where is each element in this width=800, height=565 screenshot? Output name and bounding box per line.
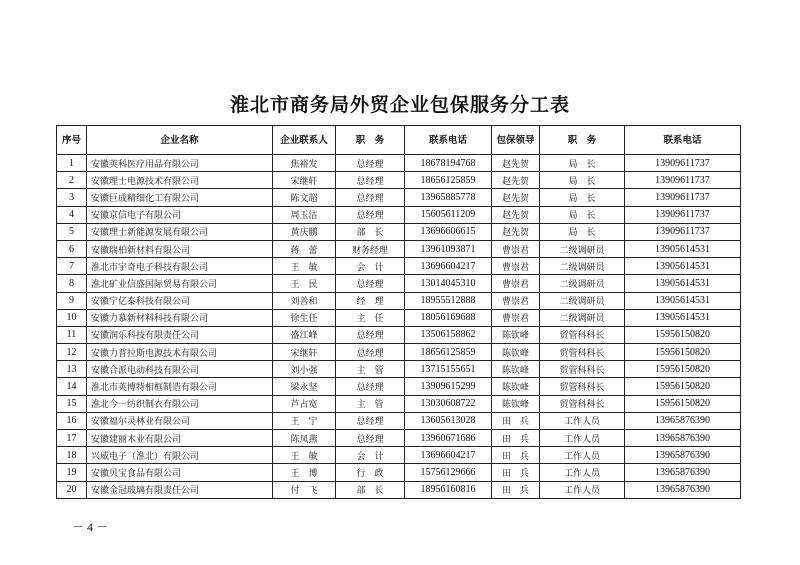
cell-company: 安徽瑞柏新材料有限公司 [87,240,273,257]
header-leader: 包保领导 [492,126,540,155]
cell-contact-title: 总经理 [336,172,405,189]
table-row [57,258,741,275]
cell-contact-phone: 13909615299 [405,378,492,395]
table-row [57,430,741,447]
cell-contact-phone: 13715155651 [405,361,492,378]
cell-contact-phone: 18956160816 [405,481,492,498]
cell-company: 安徽建丽木业有限公司 [87,430,273,447]
cell-contact: 陈凤燕 [273,430,336,447]
table-row [57,326,741,343]
cell-index: 15 [57,395,87,412]
cell-company: 淮北今一纺织制衣有限公司 [87,395,273,412]
cell-index: 18 [57,447,87,464]
cell-leader: 田 兵 [492,412,540,429]
cell-leader-phone: 13905614531 [625,292,741,309]
cell-leader-phone: 13965876390 [625,464,741,481]
cell-index: 19 [57,464,87,481]
cell-leader: 田 兵 [492,464,540,481]
table-row [57,395,741,412]
cell-company: 安徽润乐科技有限责任公司 [87,326,273,343]
cell-contact-title: 部 长 [336,481,405,498]
cell-contact: 黄庆鹏 [273,223,336,240]
cell-contact: 盛江峰 [273,326,336,343]
cell-leader-phone: 15956150820 [625,326,741,343]
cell-contact-phone: 13961093871 [405,240,492,257]
cell-leader-phone: 13905614531 [625,240,741,257]
cell-index: 4 [57,206,87,223]
cell-leader: 陈钦峰 [492,361,540,378]
cell-index: 17 [57,430,87,447]
cell-leader-phone: 13909611737 [625,189,741,206]
cell-contact-phone: 15756129666 [405,464,492,481]
cell-contact: 宋继轩 [273,172,336,189]
cell-leader-phone: 13905614531 [625,275,741,292]
cell-leader: 陈钦峰 [492,395,540,412]
cell-contact-phone: 18678194768 [405,155,492,172]
cell-contact: 刘善和 [273,292,336,309]
cell-contact-title: 主 任 [336,309,405,326]
cell-leader-phone: 13965876390 [625,447,741,464]
cell-index: 3 [57,189,87,206]
cell-leader: 曹崇君 [492,292,540,309]
cell-company: 安徽宁亿泰科技有限公司 [87,292,273,309]
cell-index: 20 [57,481,87,498]
cell-leader-title: 工作人员 [540,412,625,429]
cell-contact: 付 飞 [273,481,336,498]
cell-leader-title: 局 长 [540,172,625,189]
cell-leader-title: 局 长 [540,206,625,223]
table-row [57,189,741,206]
table-row [57,292,741,309]
cell-contact-title: 总经理 [336,412,405,429]
cell-contact-title: 财务经理 [336,240,405,257]
cell-company: 安徽福尔灵林业有限公司 [87,412,273,429]
header-index: 序号 [57,126,87,155]
cell-contact-title: 会 计 [336,258,405,275]
table-row [57,206,741,223]
cell-leader-title: 局 长 [540,223,625,240]
cell-leader-phone: 13909611737 [625,155,741,172]
table-body [57,155,741,499]
cell-leader-title: 二级调研员 [540,309,625,326]
cell-company: 兴威电子（淮北）有限公司 [87,447,273,464]
cell-contact-phone: 18656125859 [405,344,492,361]
cell-contact-title: 主 管 [336,395,405,412]
cell-contact: 陈文超 [273,189,336,206]
cell-company: 安徽贝宝食品有限公司 [87,464,273,481]
cell-leader: 赵先贺 [492,172,540,189]
cell-contact-title: 总经理 [336,155,405,172]
document-title: 淮北市商务局外贸企业包保服务分工表 [229,94,570,116]
cell-leader-title: 二级调研员 [540,258,625,275]
cell-leader: 赵先贺 [492,223,540,240]
cell-company: 淮北市英博特相框制造有限公司 [87,378,273,395]
cell-contact: 焦裕发 [273,155,336,172]
header-leader-title: 职 务 [540,126,625,155]
cell-leader-title: 局 长 [540,189,625,206]
cell-contact-phone: 13014045310 [405,275,492,292]
header-contact-phone: 联系电话 [405,126,492,155]
cell-index: 13 [57,361,87,378]
cell-contact-title: 总经理 [336,326,405,343]
table-row [57,223,741,240]
cell-contact-title: 总经理 [336,275,405,292]
cell-contact-phone: 13030608722 [405,395,492,412]
cell-company: 淮北市宇奇电子科技有限公司 [87,258,273,275]
assignment-table [56,125,741,499]
cell-company: 安徽力普拉斯电源技术有限公司 [87,344,273,361]
cell-index: 10 [57,309,87,326]
cell-leader-phone: 13909611737 [625,172,741,189]
cell-leader-phone: 13909611737 [625,206,741,223]
cell-contact-phone: 18656125859 [405,172,492,189]
cell-leader-title: 贸管科科长 [540,361,625,378]
cell-leader-title: 贸管科科长 [540,326,625,343]
table-header-row [57,126,741,155]
header-company: 企业名称 [87,126,273,155]
cell-leader-phone: 15956150820 [625,344,741,361]
cell-contact: 宋继轩 [273,344,336,361]
cell-contact-title: 经 理 [336,292,405,309]
table-row [57,309,741,326]
cell-leader-phone: 13909611737 [625,223,741,240]
cell-index: 6 [57,240,87,257]
cell-company: 淮北矿业信盛国际贸易有限公司 [87,275,273,292]
table-row [57,481,741,498]
cell-contact: 王 民 [273,275,336,292]
cell-contact-title: 总经理 [336,189,405,206]
cell-company: 安徽巨成精细化工有限公司 [87,189,273,206]
cell-company: 安徽力慕新材料科技有限公司 [87,309,273,326]
cell-leader-phone: 15956150820 [625,395,741,412]
cell-leader-title: 贸管科科长 [540,395,625,412]
cell-leader-phone: 13965876390 [625,430,741,447]
cell-index: 7 [57,258,87,275]
cell-leader: 陈钦峰 [492,378,540,395]
cell-contact-phone: 13506158862 [405,326,492,343]
table-row [57,172,741,189]
cell-index: 5 [57,223,87,240]
cell-index: 9 [57,292,87,309]
table-row [57,378,741,395]
table-row [57,155,741,172]
table-row [57,412,741,429]
cell-contact: 周玉洁 [273,206,336,223]
header-leader-phone: 联系电话 [625,126,741,155]
cell-company: 安徽金冠玻璃有限责任公司 [87,481,273,498]
cell-leader: 田 兵 [492,430,540,447]
cell-leader-phone: 13965876390 [625,481,741,498]
cell-contact-title: 会 计 [336,447,405,464]
cell-contact: 王 敏 [273,447,336,464]
cell-contact-title: 总经理 [336,378,405,395]
cell-contact: 王 博 [273,464,336,481]
table-row [57,240,741,257]
cell-contact-phone: 13965885778 [405,189,492,206]
cell-leader: 陈钦峰 [492,326,540,343]
cell-leader: 曹崇君 [492,309,540,326]
cell-leader-title: 工作人员 [540,430,625,447]
cell-contact: 王 宁 [273,412,336,429]
cell-leader-phone: 13905614531 [625,309,741,326]
cell-contact-phone: 13696606615 [405,223,492,240]
cell-index: 8 [57,275,87,292]
cell-contact: 刘小强 [273,361,336,378]
cell-leader-phone: 15956150820 [625,378,741,395]
table-row [57,361,741,378]
cell-leader-title: 工作人员 [540,464,625,481]
cell-index: 11 [57,326,87,343]
cell-company: 安徽京信电子有限公司 [87,206,273,223]
table-row [57,447,741,464]
cell-leader-title: 贸管科科长 [540,378,625,395]
cell-leader: 曹崇君 [492,258,540,275]
cell-index: 1 [57,155,87,172]
cell-leader: 赵先贺 [492,206,540,223]
table-row [57,275,741,292]
cell-company: 安徽英科医疗用品有限公司 [87,155,273,172]
cell-contact: 徐生任 [273,309,336,326]
cell-leader: 田 兵 [492,481,540,498]
table-row [57,344,741,361]
cell-index: 16 [57,412,87,429]
cell-leader-title: 二级调研员 [540,240,625,257]
cell-leader: 曹崇君 [492,275,540,292]
cell-contact-phone: 18056169688 [405,309,492,326]
cell-leader-title: 二级调研员 [540,292,625,309]
cell-contact: 王 敏 [273,258,336,275]
cell-index: 2 [57,172,87,189]
cell-leader: 陈钦峰 [492,344,540,361]
header-contact-title: 职 务 [336,126,405,155]
cell-index: 12 [57,344,87,361]
cell-contact-phone: 18955512888 [405,292,492,309]
cell-leader-title: 贸管科科长 [540,344,625,361]
table-row [57,464,741,481]
cell-index: 14 [57,378,87,395]
cell-contact-title: 部 长 [336,223,405,240]
cell-leader: 赵先贺 [492,189,540,206]
cell-contact: 梁永坚 [273,378,336,395]
cell-leader-phone: 13965876390 [625,412,741,429]
header-contact: 企业联系人 [273,126,336,155]
cell-contact-title: 主 管 [336,361,405,378]
cell-leader-phone: 13905614531 [625,258,741,275]
cell-contact-title: 总经理 [336,206,405,223]
cell-leader-title: 局 长 [540,155,625,172]
cell-company: 安徽理士新能源发展有限公司 [87,223,273,240]
cell-leader-title: 二级调研员 [540,275,625,292]
cell-leader: 曹崇君 [492,240,540,257]
cell-contact-phone: 13605613028 [405,412,492,429]
cell-leader-phone: 15956150820 [625,361,741,378]
cell-contact: 芦占宽 [273,395,336,412]
cell-leader: 赵先贺 [492,155,540,172]
cell-contact-phone: 13960671686 [405,430,492,447]
cell-contact-phone: 13696604217 [405,258,492,275]
page-number: － 4 － [72,520,109,534]
cell-company: 安徽理士电源技术有限公司 [87,172,273,189]
cell-contact-title: 总经理 [336,344,405,361]
cell-leader-title: 工作人员 [540,447,625,464]
cell-contact: 蒋 蕾 [273,240,336,257]
cell-company: 安徽合派电动科技有限公司 [87,361,273,378]
cell-contact-phone: 15605611209 [405,206,492,223]
cell-contact-title: 行 政 [336,464,405,481]
cell-leader: 田 兵 [492,447,540,464]
cell-contact-phone: 13696604217 [405,447,492,464]
cell-contact-title: 总经理 [336,430,405,447]
cell-leader-title: 工作人员 [540,481,625,498]
